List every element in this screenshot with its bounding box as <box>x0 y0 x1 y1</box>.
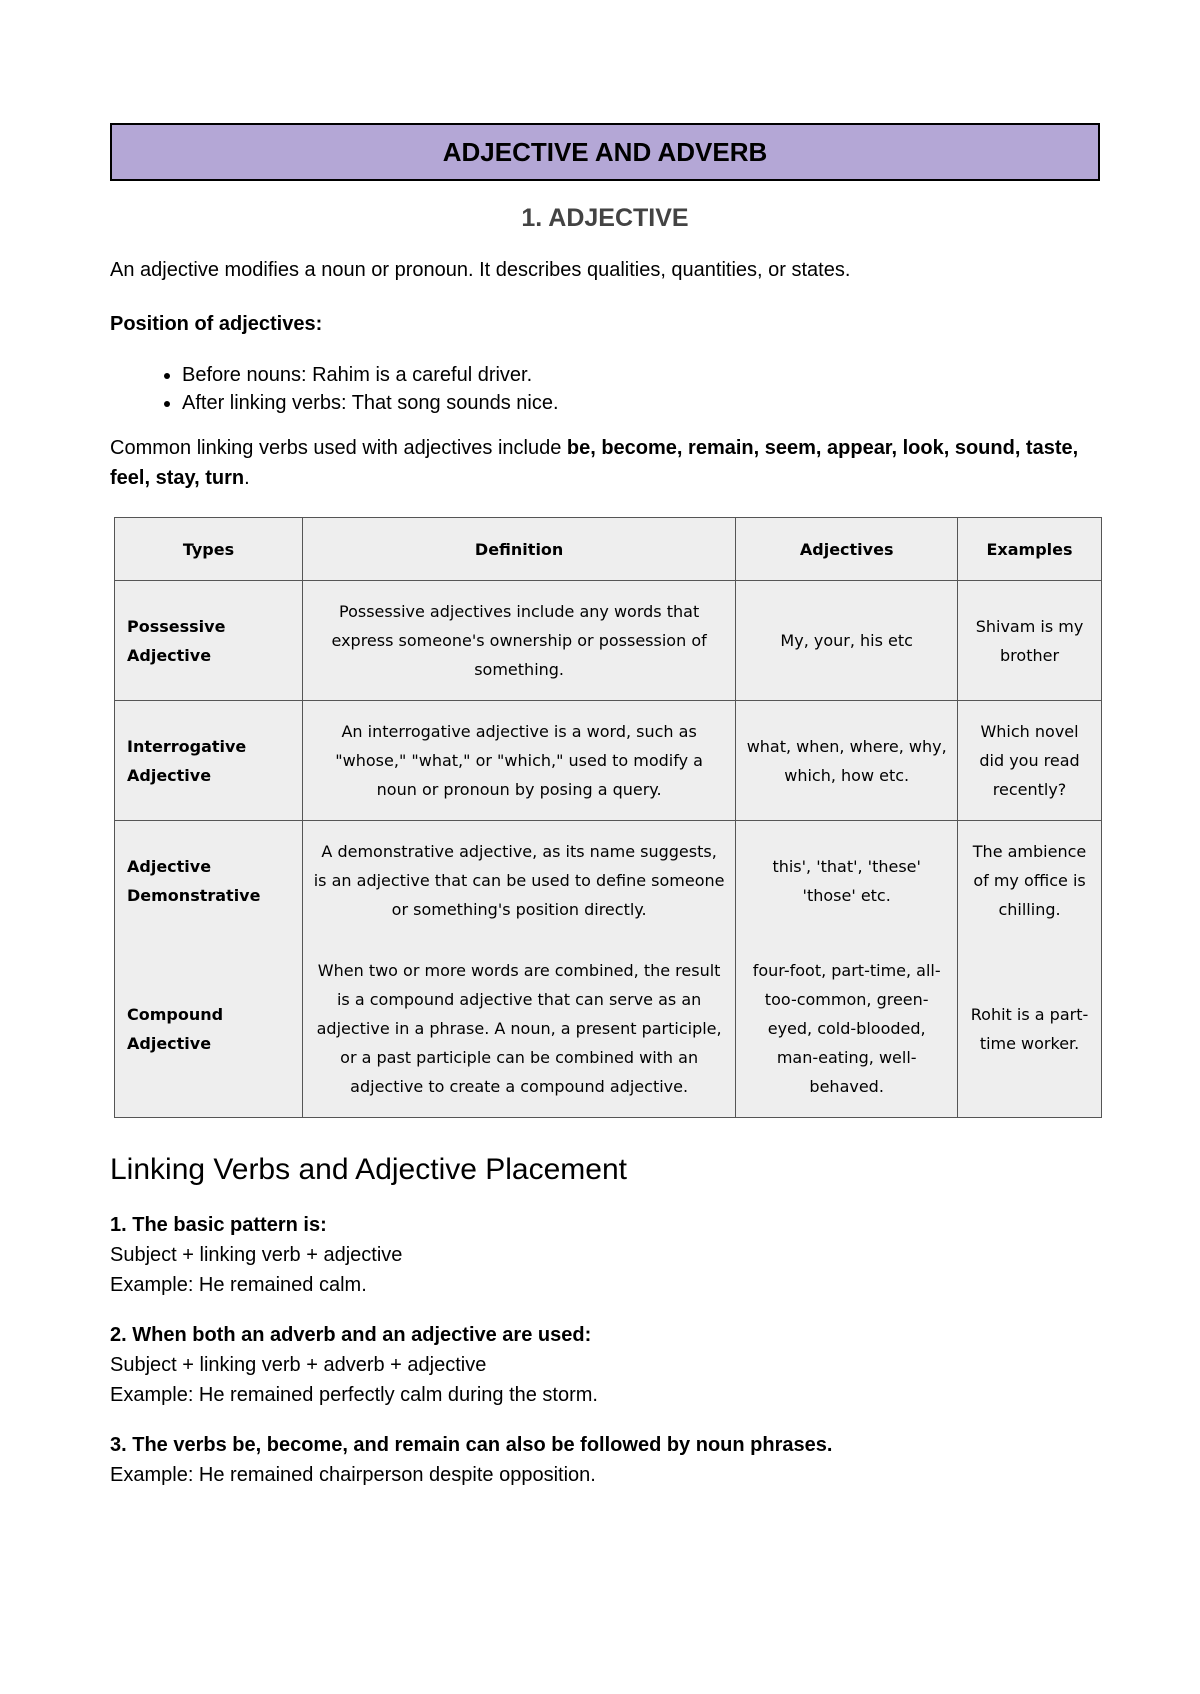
table-row <box>115 821 1102 941</box>
pattern-title: 3. The verbs be, become, and remain can also be followed by noun phrases. <box>110 1434 833 1456</box>
pattern-line: Subject + linking verb + adverb + adjective <box>110 1354 487 1376</box>
pattern-title: 1. The basic pattern is: <box>110 1214 327 1236</box>
row-adjectives: this', 'that', 'these' 'those' etc. <box>736 821 958 941</box>
row-type: Possessive Adjective <box>115 581 303 701</box>
table-row <box>115 581 1102 701</box>
header-definition: Definition <box>302 518 735 581</box>
pattern-block-1 <box>110 1210 1100 1300</box>
row-adjectives: My, your, his etc <box>736 581 958 701</box>
row-adjectives: four-foot, part-time, all-too-common, green-eyed, cold-blooded, man-eating, well-behaved. <box>736 940 958 1118</box>
row-type: Interrogative Adjective <box>115 701 303 821</box>
section-heading-linking-verbs: Linking Verbs and Adjective Placement <box>110 1153 627 1186</box>
header-examples: Examples <box>958 518 1102 581</box>
pattern-title: 2. When both an adverb and an adjective are used: <box>110 1324 592 1346</box>
row-example: Which novel did you read recently? <box>958 701 1102 821</box>
row-type: Compound Adjective <box>115 940 303 1118</box>
table-header-row <box>115 518 1102 581</box>
row-definition: An interrogative adjective is a word, such as "whose," "what," or "which," used to modify a noun or pronoun by posing a query. <box>302 701 735 821</box>
pattern-example: Example: He remained calm. <box>110 1274 367 1296</box>
header-adjectives: Adjectives <box>736 518 958 581</box>
table-row <box>115 940 1102 1118</box>
row-definition: When two or more words are combined, the result is a compound adjective that can serve as an adjective in a phrase. A noun, a present participle, or a past participle can be combined with an adjective to create a compound adjective. <box>302 940 735 1118</box>
header-types: Types <box>115 518 303 581</box>
linking-verbs-text: Common linking verbs used with adjectives include <box>110 437 567 459</box>
adjective-types-table <box>114 517 1102 1118</box>
row-definition: Possessive adjectives include any words that express someone's ownership or possession of something. <box>302 581 735 701</box>
row-example: Shivam is my brother <box>958 581 1102 701</box>
adjective-intro: An adjective modifies a noun or pronoun. It describes qualities, quantities, or states. <box>110 259 851 281</box>
position-label: Position of adjectives: <box>110 313 323 335</box>
document-page <box>110 123 1100 1490</box>
row-example: The ambience of my office is chilling. <box>958 821 1102 941</box>
row-type: Adjective Demonstrative <box>115 821 303 941</box>
list-item: • Before nouns: Rahim is a careful driver. <box>182 361 1100 389</box>
pattern-block-3 <box>110 1430 1100 1490</box>
row-example: Rohit is a part-time worker. <box>958 940 1102 1118</box>
pattern-line: Subject + linking verb + adjective <box>110 1244 403 1266</box>
row-adjectives: what, when, where, why, which, how etc. <box>736 701 958 821</box>
pattern-example: Example: He remained perfectly calm during the storm. <box>110 1384 598 1406</box>
linking-verbs-end: . <box>244 467 250 489</box>
pattern-block-2 <box>110 1320 1100 1410</box>
row-definition: A demonstrative adjective, as its name suggests, is an adjective that can be used to define someone or something's position directly. <box>302 821 735 941</box>
section-heading-adjective: 1. ADJECTIVE <box>521 204 689 232</box>
list-item: • After linking verbs: That song sounds nice. <box>182 389 1100 417</box>
pattern-example: Example: He remained chairperson despite opposition. <box>110 1464 596 1486</box>
position-list <box>110 361 1100 417</box>
table-row <box>115 701 1102 821</box>
document-title: ADJECTIVE AND ADVERB <box>110 123 1100 181</box>
linking-verbs-list: be, become, remain, seem, appear, look, sound, taste, feel, stay, turn <box>110 437 1079 489</box>
linking-verbs-paragraph <box>110 433 1100 493</box>
